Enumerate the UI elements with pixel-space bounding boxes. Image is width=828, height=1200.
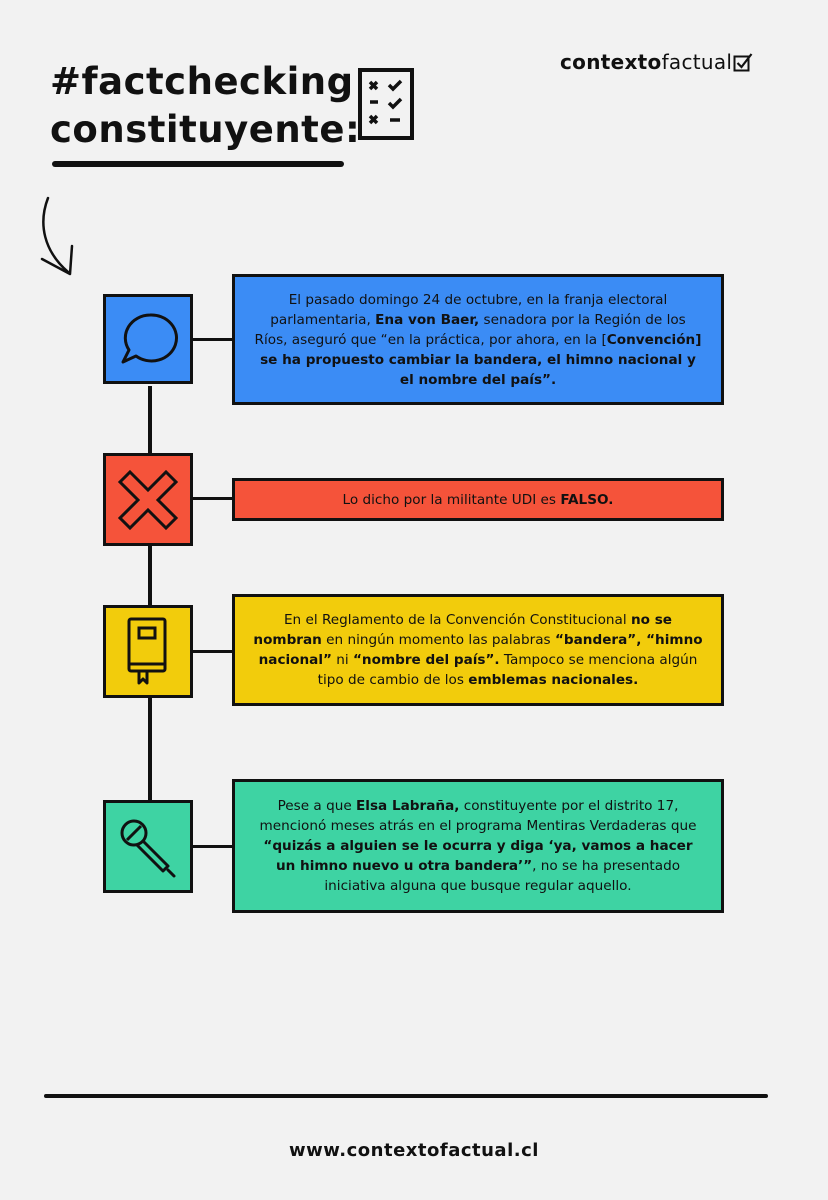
step-1-text [253,290,703,390]
text-segment: “quizás a alguien se le ocurra y diga ‘ya, vamos a hacer un himno nuevo u otra bandera’” [263,838,693,874]
microphone-icon [116,815,180,879]
brand-light: factual [661,50,733,74]
title-line-2: constituyente: [50,108,361,151]
footer-url[interactable]: www.contextofactual.cl [289,1140,539,1161]
step-3-text-box [232,594,724,706]
title-line-1: #factchecking [50,60,354,103]
step-3-text [253,610,703,690]
brand-logo [560,50,753,74]
text-segment: no se nombran [253,612,673,648]
step-4-text-box [232,779,724,913]
text-segment: ni [331,652,353,668]
text-segment: Elsa Labraña, [356,798,460,814]
brand-bold: contexto [560,50,662,74]
text-segment: emblemas nacionales. [468,672,639,688]
text-segment: en ningún momento las palabras [321,632,555,648]
step-4-text [253,796,703,896]
speech-bubble-icon [116,309,180,369]
step-4-icon-box [103,800,193,893]
title-underline [52,161,344,167]
text-segment: Pese a que [277,798,357,814]
step-2-text [343,490,614,510]
step-2-icon-box [103,453,193,546]
step-1-icon-box [103,294,193,384]
text-segment: senadora por la Región de los Ríos, aseguró que “en la práctica, por ahora, en la [ [254,311,686,348]
step-2-connector [193,497,232,500]
text-segment: El pasado domingo 24 de octubre, en la franja electoral parlamentaria, [270,291,668,328]
checkbox-icon [733,52,753,72]
text-segment: En el Reglamento de la Convención Constitucional [283,612,631,628]
checklist-icon [358,68,414,140]
text-segment: FALSO. [560,491,614,508]
step-1-text-box [232,274,724,405]
text-segment: , no se ha presentado iniciativa alguna que busque regular aquello. [324,858,681,894]
step-2-text-box [232,478,724,521]
step-3-connector [193,650,232,653]
text-segment: Tampoco se menciona algún tipo de cambio de los [317,652,698,688]
text-segment: se ha propuesto cambiar la bandera, el himno nacional y el nombre del país”. [260,351,696,388]
step-4-connector [193,845,232,848]
cross-icon [116,468,180,532]
footer-divider [44,1094,768,1098]
book-icon [123,616,173,688]
text-segment: Ena von Baer, [375,311,480,328]
text-segment: “bandera”, “himno nacional” [258,632,703,668]
step-1-connector [193,338,232,341]
text-segment: “nombre del país”. [353,652,500,668]
text-segment: Convención] [606,331,702,348]
text-segment: constituyente por el distrito 17, mencionó meses atrás en el programa Mentiras Verdaderas que [259,798,697,834]
timeline-connector [148,386,152,802]
text-segment: Lo dicho por la militante UDI es [342,491,561,508]
step-3-icon-box [103,605,193,698]
curved-arrow-icon [36,196,80,280]
page-title [50,58,360,154]
